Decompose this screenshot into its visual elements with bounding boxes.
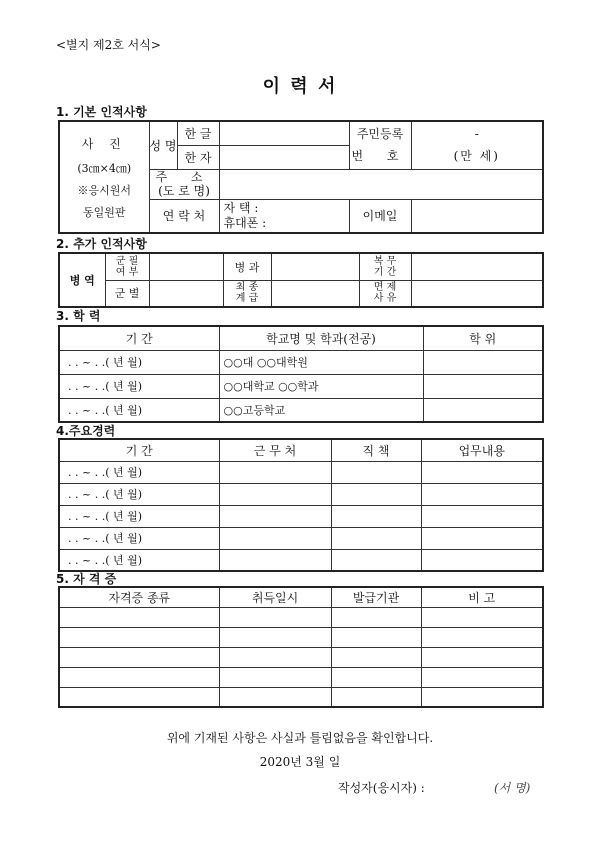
edu-period-cell[interactable]: . . ~ . .( 년 월): [59, 398, 219, 422]
military-label: 병 역: [59, 253, 105, 307]
hangul-name-field[interactable]: [219, 121, 349, 145]
completion-field[interactable]: [149, 253, 223, 280]
completion-label-line1: 군 필: [115, 255, 139, 267]
final-rank-field[interactable]: [271, 280, 359, 307]
edu-header-degree: 학 위: [423, 326, 543, 350]
basic-info-table: [58, 120, 544, 234]
edu-degree-cell[interactable]: [423, 398, 543, 422]
exemption-label: [359, 280, 411, 307]
cert-header-issuer: 발급기관: [331, 587, 421, 607]
confirmation-statement: 위에 기재된 사항은 사실과 틀림없음을 확인합니다.: [166, 731, 434, 745]
final-rank-label-line1: 최 종: [235, 282, 259, 294]
career-workplace-cell[interactable]: [219, 527, 331, 549]
career-workplace-cell[interactable]: [219, 505, 331, 527]
service-period-field[interactable]: [411, 253, 543, 280]
cert-issuer-cell[interactable]: [331, 607, 421, 627]
service-period-label-line1: 복 무: [373, 255, 397, 267]
cert-note-cell[interactable]: [421, 667, 543, 687]
cert-header-date: 취득일시: [219, 587, 331, 607]
cert-type-cell[interactable]: [59, 647, 219, 667]
edu-school-cell[interactable]: ○○대학교 ○○학과: [219, 374, 423, 398]
section-additional-title: 2. 추가 인적사항: [56, 237, 147, 251]
section-career-title: 4.주요경력: [56, 424, 116, 438]
branch-label: 군 별: [105, 280, 149, 307]
form-tag: <별지 제2호 서식>: [56, 38, 161, 52]
cert-note-cell[interactable]: [421, 607, 543, 627]
career-header-duties: 업무내용: [421, 439, 543, 461]
edu-header-period: 기 간: [59, 326, 219, 350]
career-period-cell[interactable]: . . ~ . .( 년 월): [59, 505, 219, 527]
final-rank-label: [223, 280, 271, 307]
career-position-cell[interactable]: [331, 483, 421, 505]
section-education-title: 3. 학 력: [56, 309, 101, 323]
career-header-period: 기 간: [59, 439, 219, 461]
date-line: 2020년 3월 일: [259, 755, 341, 769]
additional-info-table: [58, 252, 544, 308]
hanja-label: 한 자: [177, 145, 219, 169]
photo-box[interactable]: [59, 121, 149, 233]
career-duties-cell[interactable]: [421, 505, 543, 527]
branch-field[interactable]: [149, 280, 223, 307]
cert-issuer-cell[interactable]: [331, 627, 421, 647]
address-field[interactable]: [219, 169, 543, 199]
cert-date-cell[interactable]: [219, 647, 331, 667]
final-rank-label-line2: 계 급: [235, 293, 259, 305]
cert-type-cell[interactable]: [59, 607, 219, 627]
specialty-field[interactable]: [271, 253, 359, 280]
career-position-cell[interactable]: [331, 505, 421, 527]
cert-note-cell[interactable]: [421, 647, 543, 667]
photo-label: 사 진: [81, 136, 127, 151]
career-period-cell[interactable]: . . ~ . .( 년 월): [59, 483, 219, 505]
edu-degree-cell[interactable]: [423, 350, 543, 374]
cert-type-cell[interactable]: [59, 627, 219, 647]
cert-date-cell[interactable]: [219, 607, 331, 627]
section-certs-title: 5. 자 격 증: [56, 572, 117, 586]
email-label: 이메일: [349, 199, 411, 233]
career-position-cell[interactable]: [331, 461, 421, 483]
career-duties-cell[interactable]: [421, 549, 543, 571]
career-workplace-cell[interactable]: [219, 461, 331, 483]
cert-type-cell[interactable]: [59, 667, 219, 687]
name-label: 성 명: [149, 121, 177, 169]
phone-cell[interactable]: [219, 199, 349, 233]
cert-issuer-cell[interactable]: [331, 667, 421, 687]
exemption-label-line1: 면 제: [373, 282, 397, 294]
career-position-cell[interactable]: [331, 549, 421, 571]
edu-school-cell[interactable]: ○○고등학교: [219, 398, 423, 422]
address-label-line2: (도 로 명): [158, 184, 210, 198]
edu-period-cell[interactable]: . . ~ . .( 년 월): [59, 374, 219, 398]
writer-label: 작성자(응시자) :: [338, 781, 425, 795]
cert-header-type: 자격증 종류: [59, 587, 219, 607]
rrn-field[interactable]: [411, 121, 543, 169]
edu-degree-cell[interactable]: [423, 374, 543, 398]
address-label: [149, 169, 219, 199]
career-workplace-cell[interactable]: [219, 483, 331, 505]
address-label-line1: 주 소: [155, 170, 213, 184]
cert-date-cell[interactable]: [219, 687, 331, 707]
service-period-label: [359, 253, 411, 280]
home-phone-label: 자 택 :: [223, 200, 259, 215]
completion-label: [105, 253, 149, 280]
career-position-cell[interactable]: [331, 527, 421, 549]
contact-label: 연 락 처: [149, 199, 219, 233]
career-period-cell[interactable]: . . ~ . .( 년 월): [59, 549, 219, 571]
rrn-label: [349, 121, 411, 169]
certificates-table: [58, 586, 544, 708]
mobile-label: 휴대폰 :: [223, 215, 267, 230]
exemption-label-line2: 사 유: [373, 293, 397, 305]
exemption-field[interactable]: [411, 280, 543, 307]
education-table: [58, 325, 544, 423]
service-period-label-line2: 기 간: [373, 266, 397, 278]
email-field[interactable]: [411, 199, 543, 233]
age-text: (만 세): [453, 149, 500, 164]
hangul-label: 한 글: [177, 121, 219, 145]
photo-size: (3㎝×4㎝): [77, 161, 132, 175]
cert-note-cell[interactable]: [421, 687, 543, 707]
career-duties-cell[interactable]: [421, 527, 543, 549]
photo-note: ※응시원서: [77, 183, 131, 197]
edu-school-cell[interactable]: ○○대 ○○대학원: [219, 350, 423, 374]
career-workplace-cell[interactable]: [219, 549, 331, 571]
hanja-name-field[interactable]: [219, 145, 349, 169]
cert-note-cell[interactable]: [421, 627, 543, 647]
signature-placeholder[interactable]: (서 명): [494, 781, 531, 795]
career-period-cell[interactable]: . . ~ . .( 년 월): [59, 527, 219, 549]
rrn-label-line1: 주민등록: [356, 127, 404, 142]
cert-header-note: 비 고: [421, 587, 543, 607]
career-header-position: 직 책: [331, 439, 421, 461]
cert-date-cell[interactable]: [219, 667, 331, 687]
edu-header-school: 학교명 및 학과(전공): [219, 326, 423, 350]
rrn-label-line2: 번 호: [351, 149, 409, 164]
career-period-cell[interactable]: . . ~ . .( 년 월): [59, 461, 219, 483]
edu-period-cell[interactable]: . . ~ . .( 년 월): [59, 350, 219, 374]
photo-note-2: 동일원판: [82, 205, 126, 219]
cert-issuer-cell[interactable]: [331, 647, 421, 667]
career-duties-cell[interactable]: [421, 483, 543, 505]
career-header-workplace: 근 무 처: [219, 439, 331, 461]
cert-issuer-cell[interactable]: [331, 687, 421, 707]
rrn-dash: -: [474, 127, 479, 142]
cert-date-cell[interactable]: [219, 627, 331, 647]
section-basic-title: 1. 기본 인적사항: [56, 105, 147, 119]
career-duties-cell[interactable]: [421, 461, 543, 483]
specialty-label: 병 과: [223, 253, 271, 280]
document-title: 이 력 서: [262, 76, 338, 97]
completion-label-line2: 여 부: [115, 266, 139, 278]
cert-type-cell[interactable]: [59, 687, 219, 707]
career-table: [58, 438, 544, 572]
